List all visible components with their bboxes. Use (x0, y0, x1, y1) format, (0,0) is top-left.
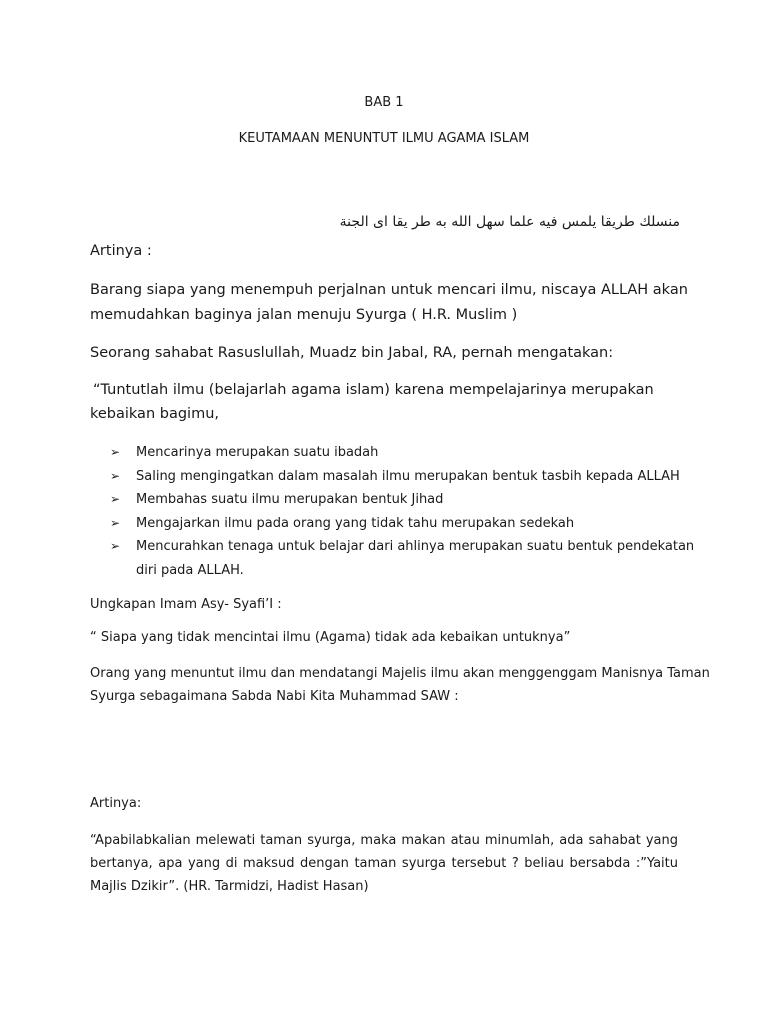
arabic-hadith: منسلك طريقا يلمس فيه علما سهل الله به طر يقا اى الجنة (339, 214, 680, 230)
artinya-label-2: Artinya: (90, 796, 142, 811)
arrow-bullet-icon: ➢ (110, 515, 121, 530)
imam-label: Ungkapan Imam Asy- Syafi’I : (90, 597, 282, 612)
arrow-bullet-icon: ➢ (110, 539, 121, 553)
list-item-text: Membahas suatu ilmu merupakan bentuk Jihad (136, 492, 444, 507)
list-item-text: Mengajarkan ilmu pada orang yang tidak tahu merupakan sedekah (136, 515, 575, 531)
list-item-text: Mencurahkan tenaga untuk belajar dari ahlinya merupakan suatu bentuk pendekatan diri pada ALLAH. (136, 539, 695, 578)
quote-line-2: kebaikan bagimu, (90, 406, 219, 422)
arrow-bullet-icon: ➢ (110, 468, 121, 483)
arrow-bullet-icon: ➢ (110, 492, 121, 506)
list-item (110, 512, 696, 536)
hadith-paragraph: “Apabilabkalian melewati taman syurga, maka makan atau minumlah, ada sahabat yang bertanya, apa yang di maksud dengan taman syurga tersebut ? beliau bersabda :”Yaitu Majlis Dzikir”. (HR. Tarmidzi, Hadist Hasan) (90, 833, 678, 894)
list-item (110, 441, 696, 465)
chapter-label: BAB 1 (364, 95, 404, 110)
translation-line-1: Barang siapa yang menempuh perjalnan untuk mencari ilmu, niscaya ALLAH akan (90, 282, 688, 298)
quote-line-1: “Tuntutlah ilmu (belajarlah agama islam) karena mempelajarinya merupakan (93, 382, 654, 398)
list-item-text: Mencarinya merupakan suatu ibadah (136, 445, 379, 460)
list-item (110, 465, 696, 489)
list-item-text: Saling mengingatkan dalam masalah ilmu merupakan bentuk tasbih kepada ALLAH (136, 468, 680, 484)
translation-line-2: memudahkan baginya jalan menuju Syurga ( H.R. Muslim ) (90, 307, 518, 323)
list-item (110, 488, 696, 512)
companion-intro: Seorang sahabat Rasuslullah, Muadz bin Jabal, RA, pernah mengatakan: (90, 345, 614, 361)
list-item (110, 535, 696, 582)
majelis-line-2: Syurga sebagaimana Sabda Nabi Kita Muhammad SAW : (90, 689, 459, 704)
benefits-list (110, 441, 696, 582)
imam-quote: “ Siapa yang tidak mencintai ilmu (Agama) tidak ada kebaikan untuknya” (90, 630, 571, 645)
arrow-bullet-icon: ➢ (110, 445, 121, 459)
majelis-line-1: Orang yang menuntut ilmu dan mendatangi Majelis ilmu akan menggenggam Manisnya Taman (90, 666, 710, 681)
artinya-label-1: Artinya : (90, 243, 152, 259)
chapter-title: KEUTAMAAN MENUNTUT ILMU AGAMA ISLAM (238, 131, 530, 146)
